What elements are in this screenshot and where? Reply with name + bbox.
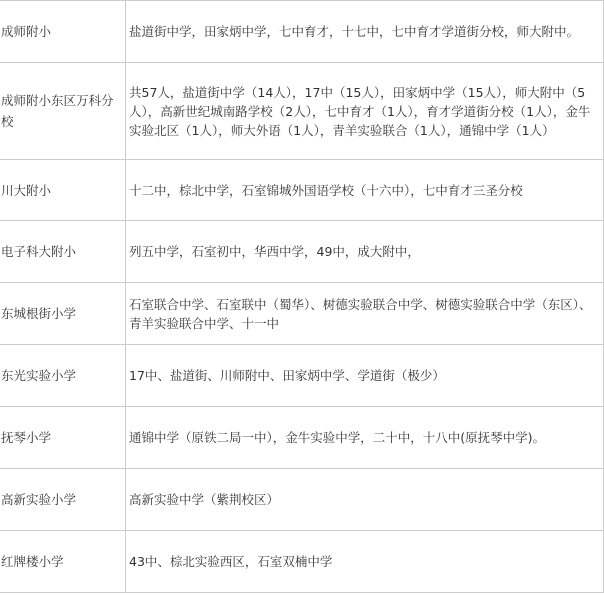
school-name: 东城根街小学 [1, 306, 77, 321]
destination-text: 43中、棕北实验西区，石室双楠中学 [129, 554, 333, 569]
school-name: 川大附小 [1, 182, 52, 198]
destination-text: 共57人，盐道街中学（14人），17中（15人），田家炳中学（15人），师大附中（5人），高新世纪城南路学校（2人），七中育才（1人），育才学道街分校（1人），金牛实验北区（1人），师大外语（1人），青羊实验联合（1人），通锦中学（1人） [129, 84, 591, 138]
destination-text: 通锦中学（原铁二局一中），金牛实验中学，二十中，十八中(原抚琴中学)。 [129, 430, 546, 445]
destination-text: 盐道街中学，田家炳中学，七中育才，十七中，七中育才学道街分校，师大附中。 [129, 24, 580, 39]
destination-cell [126, 1, 604, 62]
destination-cell [126, 531, 604, 592]
table-row [0, 283, 604, 345]
school-name-cell [0, 283, 126, 344]
table-row [0, 63, 604, 160]
table-row [0, 469, 604, 531]
destination-cell [126, 160, 604, 220]
school-name-cell [0, 63, 126, 159]
destination-text: 石室联合中学、石室联中（蜀华）、树德实验联合中学、树德实验联合中学（东区）、青羊实验联合中学、十一中 [129, 296, 592, 331]
destination-cell [126, 283, 604, 344]
destination-cell [126, 221, 604, 282]
school-name-cell [0, 221, 126, 282]
table-row [0, 1, 604, 63]
school-name-cell [0, 345, 126, 406]
school-name-cell [0, 469, 126, 530]
school-name: 抚琴小学 [1, 430, 52, 445]
school-name: 高新实验小学 [1, 492, 77, 507]
school-name: 东光实验小学 [1, 368, 77, 383]
destination-cell [126, 63, 604, 159]
school-name-cell [0, 531, 126, 592]
school-name: 成师附小 [1, 24, 52, 39]
destination-text: 十二中，棕北中学，石室锦城外国语学校（十六中），七中育才三圣分校 [129, 182, 523, 198]
table-row [0, 221, 604, 283]
destination-cell [126, 469, 604, 530]
destination-text: 17中、盐道街、川师附中、田家炳中学、学道街（极少） [129, 368, 445, 383]
school-name: 红牌楼小学 [1, 554, 64, 569]
destination-text: 高新实验中学（紫荆校区） [129, 492, 280, 507]
school-name-cell [0, 160, 126, 220]
school-name-cell [0, 1, 126, 62]
destination-cell [126, 407, 604, 468]
school-name: 电子科大附小 [1, 244, 77, 259]
school-name-cell [0, 407, 126, 468]
table-row [0, 345, 604, 407]
table-row [0, 160, 604, 221]
destination-text: 列五中学，石室初中，华西中学，49中，成大附中， [129, 244, 420, 259]
table-row [0, 407, 604, 469]
table-row [0, 531, 604, 593]
school-name: 成师附小东区万科分校 [1, 93, 114, 129]
destination-cell [126, 345, 604, 406]
